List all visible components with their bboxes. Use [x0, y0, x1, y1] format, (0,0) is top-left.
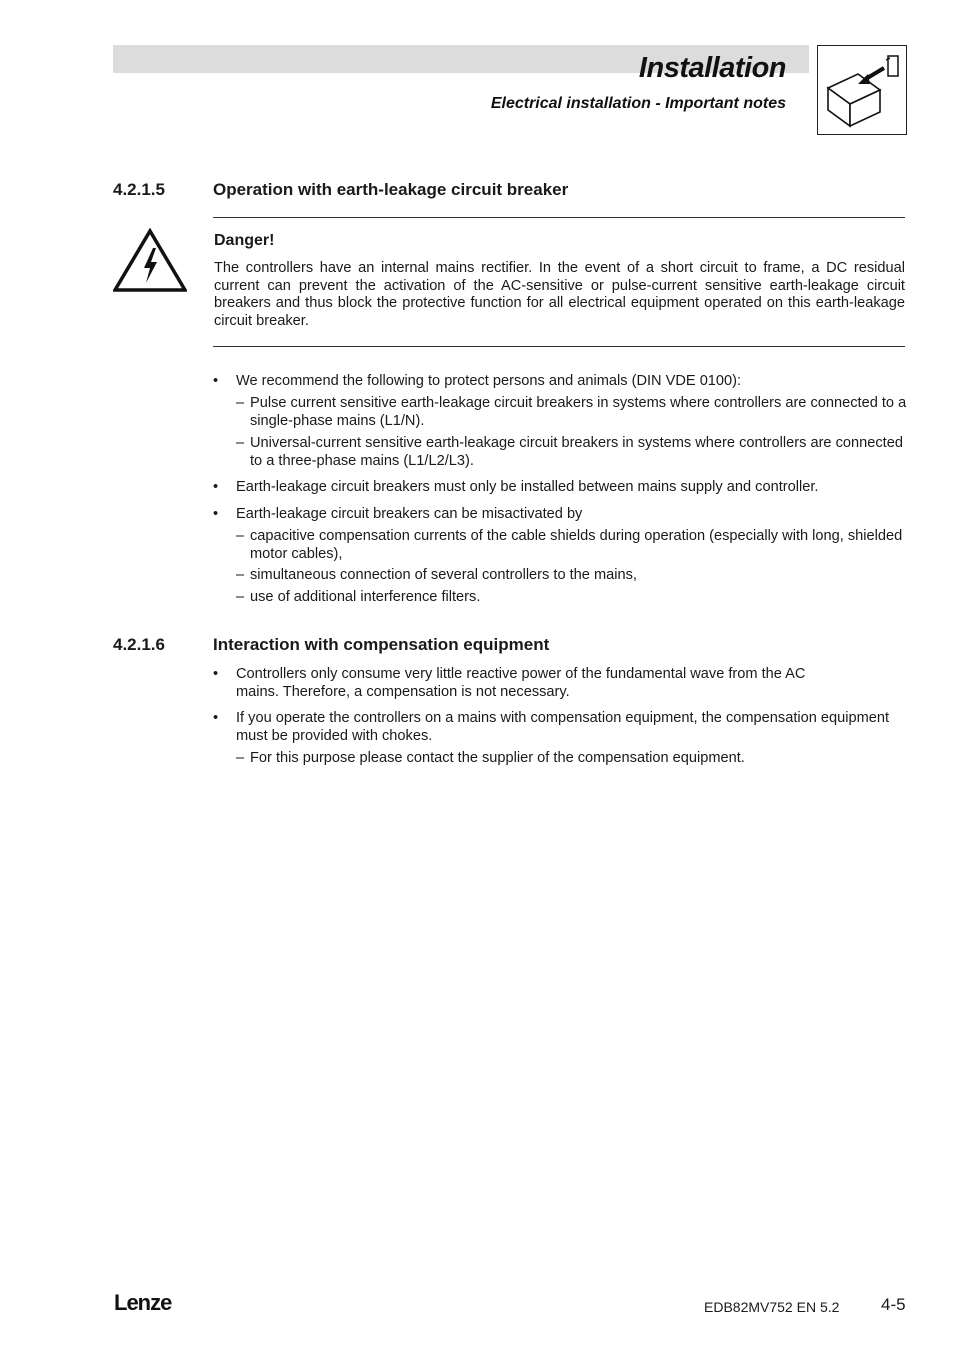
list-item: Controllers only consume very little reactive power of the fundamental wave from the AC mains. Therefore, a compensation is not necessary. — [236, 666, 806, 700]
dash-icon: – — [236, 567, 245, 583]
section-number: 4.2.1.5 — [113, 180, 165, 199]
page-number: 4-5 — [881, 1295, 906, 1314]
danger-label: Danger! — [214, 232, 275, 249]
high-voltage-warning-icon — [113, 228, 187, 292]
bullet-icon: • — [213, 373, 219, 389]
list-subitem: capacitive compensation currents of the cable shields during operation (especially with long, shielded motor cables), — [250, 528, 903, 562]
list-item: We recommend the following to protect persons and animals (DIN VDE 0100): — [236, 373, 742, 389]
dash-icon: – — [236, 395, 245, 411]
chapter-subtitle: Electrical installation - Important notes — [490, 95, 786, 112]
list-subitem: simultaneous connection of several controllers to the mains, — [250, 567, 637, 583]
list-item: If you operate the controllers on a mains with compensation equipment, the compensation equipment must be provided with chokes. — [236, 710, 890, 744]
list-subitem: use of additional interference filters. — [250, 589, 481, 605]
dash-icon: – — [236, 528, 245, 544]
dash-icon: – — [236, 750, 245, 766]
list-subitem: Pulse current sensitive earth-leakage circuit breakers in systems where controllers are connected to a single-phase mains (L1/N). — [250, 395, 907, 429]
bullet-icon: • — [213, 666, 219, 682]
list-item: Earth-leakage circuit breakers must only be installed between mains supply and controller. — [236, 479, 819, 495]
chapter-title: Installation — [638, 52, 786, 84]
section-title: Operation with earth-leakage circuit breaker — [213, 180, 569, 199]
section-title: Interaction with compensation equipment — [213, 635, 550, 654]
installation-box-icon — [817, 45, 907, 135]
bullet-icon: • — [213, 710, 219, 726]
dash-icon: – — [236, 435, 245, 451]
divider — [213, 346, 905, 347]
document-code: EDB82MV752 EN 5.2 — [704, 1299, 840, 1315]
danger-text: The controllers have an internal mains rectifier. In the event of a short circuit to frame, a DC residual current can prevent the activation of the AC-sensitive or pulse-current sensitive earth-leakage circuit breakers and thus block the protective function for all electrical equipment operated on this earth-leakage circuit breaker. — [214, 260, 905, 330]
list-item: Earth-leakage circuit breakers can be misactivated by — [236, 506, 583, 522]
list-subitem: Universal-current sensitive earth-leakage circuit breakers in systems where controllers are connected to a three-phase mains (L1/L2/L3). — [250, 435, 903, 469]
dash-icon: – — [236, 589, 245, 605]
lenze-logo: Lenze — [114, 1290, 172, 1315]
bullet-icon: • — [213, 506, 219, 522]
section-number: 4.2.1.6 — [113, 635, 165, 654]
bullet-icon: • — [213, 479, 219, 495]
list-subitem: For this purpose please contact the supplier of the compensation equipment. — [250, 750, 745, 766]
divider — [213, 217, 905, 218]
